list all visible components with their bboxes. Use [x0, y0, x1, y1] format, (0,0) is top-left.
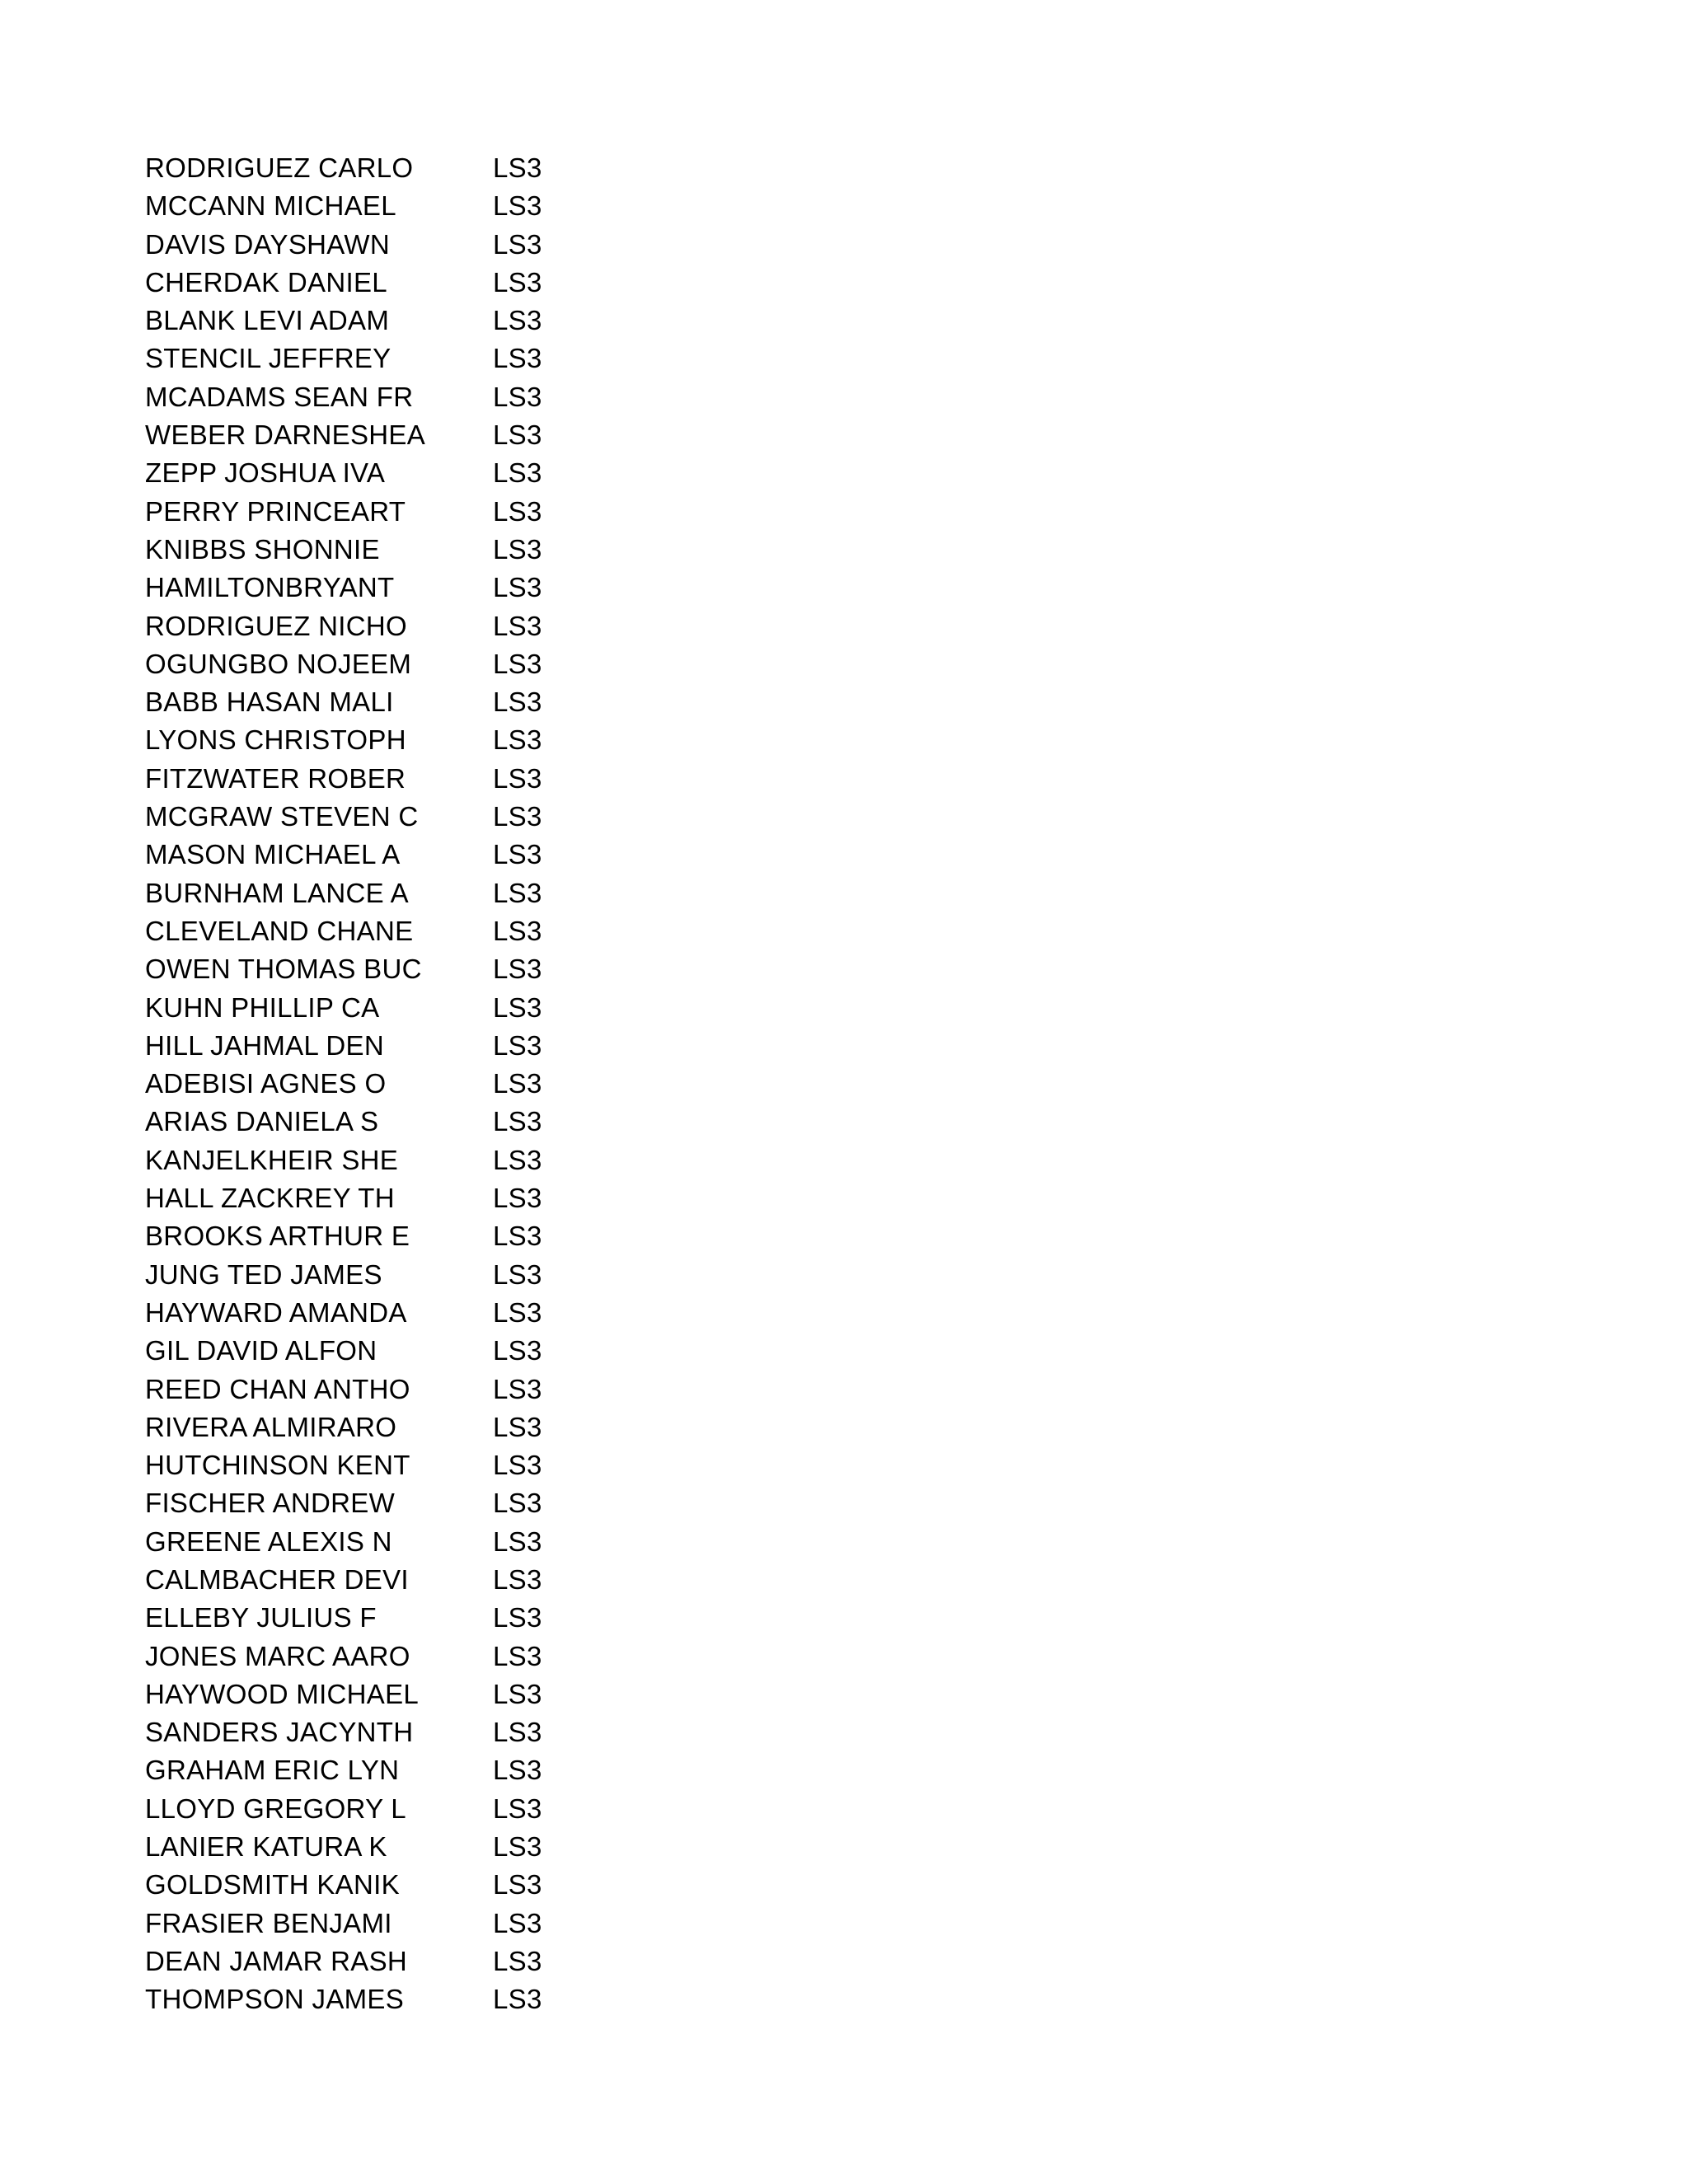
roster-row	[145, 1484, 722, 1522]
roster-name: BURNHAM LANCE A	[145, 877, 409, 908]
roster-name: HILL JAHMAL DEN	[145, 1029, 384, 1061]
roster-code: LS3	[493, 266, 542, 298]
roster-name: HAYWARD AMANDA	[145, 1296, 407, 1328]
roster-code: LS3	[493, 1183, 542, 1214]
roster-code: LS3	[493, 1221, 542, 1252]
roster-row	[145, 302, 722, 340]
roster-row	[145, 1294, 722, 1332]
roster-code: LS3	[493, 228, 542, 260]
roster-code: LS3	[493, 1907, 542, 1938]
roster-row	[145, 1561, 722, 1599]
roster-name: FITZWATER ROBER	[145, 762, 406, 794]
roster-name: BLANK LEVI ADAM	[145, 305, 390, 336]
roster-name: HUTCHINSON KENT	[145, 1450, 410, 1481]
roster-row	[145, 1675, 722, 1713]
roster-name: DAVIS DAYSHAWN	[145, 228, 390, 260]
roster-code: LS3	[493, 572, 542, 603]
roster-row	[145, 531, 722, 569]
roster-name: KUHN PHILLIP CA	[145, 991, 380, 1023]
roster-code: LS3	[493, 1563, 542, 1595]
roster-row	[145, 989, 722, 1027]
roster-code: LS3	[493, 1984, 542, 2015]
roster-row	[145, 950, 722, 988]
roster-row	[145, 1332, 722, 1370]
roster-row	[145, 1713, 722, 1751]
roster-code: LS3	[493, 801, 542, 832]
roster-row	[145, 1217, 722, 1255]
roster-code: LS3	[493, 762, 542, 794]
roster-row	[145, 226, 722, 264]
roster-code: LS3	[493, 724, 542, 756]
roster-row	[145, 1828, 722, 1866]
roster-row	[145, 760, 722, 798]
roster-row	[145, 340, 722, 377]
roster-code: LS3	[493, 877, 542, 908]
roster-row	[145, 378, 722, 416]
roster-name: GRAHAM ERIC LYN	[145, 1755, 400, 1786]
roster-name: MCCANN MICHAEL	[145, 190, 396, 222]
roster-row	[145, 1943, 722, 1980]
roster-code: LS3	[493, 419, 542, 451]
roster-name: CALMBACHER DEVI	[145, 1563, 409, 1595]
roster-name: MCADAMS SEAN FR	[145, 381, 414, 412]
roster-name: ARIAS DANIELA S	[145, 1106, 379, 1137]
roster-name: MASON MICHAEL A	[145, 839, 401, 870]
roster-row	[145, 264, 722, 302]
roster-code: LS3	[493, 1411, 542, 1442]
roster-name: LANIER KATURA K	[145, 1831, 387, 1863]
roster-name: DEAN JAMAR RASH	[145, 1945, 408, 1976]
roster-code: LS3	[493, 1640, 542, 1671]
roster-code: LS3	[493, 1755, 542, 1786]
roster-name: JONES MARC AARO	[145, 1640, 410, 1671]
roster-name: HALL ZACKREY TH	[145, 1183, 395, 1214]
roster-name: RIVERA ALMIRARO	[145, 1411, 397, 1442]
roster-name: GIL DAVID ALFON	[145, 1335, 377, 1366]
roster-name: HAYWOOD MICHAEL	[145, 1678, 420, 1709]
roster-name: OGUNGBO NOJEEM	[145, 648, 412, 679]
roster-row	[145, 1256, 722, 1294]
roster-name: WEBER DARNESHEA	[145, 419, 426, 451]
roster-name: THOMPSON JAMES	[145, 1984, 405, 2015]
roster-row	[145, 1408, 722, 1446]
roster-row	[145, 1141, 722, 1179]
roster-name: ADEBISI AGNES O	[145, 1068, 387, 1099]
roster-code: LS3	[493, 1068, 542, 1099]
roster-name: BROOKS ARTHUR E	[145, 1221, 410, 1252]
roster-row	[145, 416, 722, 454]
roster-row	[145, 1790, 722, 1828]
roster-code: LS3	[493, 190, 542, 222]
roster-code: LS3	[493, 305, 542, 336]
roster-code: LS3	[493, 991, 542, 1023]
roster-code: LS3	[493, 1258, 542, 1290]
roster-code: LS3	[493, 457, 542, 489]
roster-code: LS3	[493, 687, 542, 718]
roster-name: FRASIER BENJAMI	[145, 1907, 392, 1938]
roster-row	[145, 1866, 722, 1904]
roster-name: KANJELKHEIR SHE	[145, 1144, 399, 1175]
roster-row	[145, 683, 722, 721]
roster-code: LS3	[493, 1106, 542, 1137]
roster-code: LS3	[493, 1945, 542, 1976]
roster-name: MCGRAW STEVEN C	[145, 801, 419, 832]
roster-code: LS3	[493, 1450, 542, 1481]
roster-name: ELLEBY JULIUS F	[145, 1602, 377, 1633]
roster-row	[145, 1905, 722, 1943]
roster-name: JUNG TED JAMES	[145, 1258, 382, 1290]
roster-row	[145, 149, 722, 187]
roster-name: BABB HASAN MALI	[145, 687, 394, 718]
roster-row	[145, 721, 722, 759]
roster-row	[145, 1103, 722, 1141]
roster-code: LS3	[493, 1678, 542, 1709]
roster-row	[145, 1446, 722, 1484]
roster-name: STENCIL JEFFREY	[145, 343, 392, 374]
roster-name: RODRIGUEZ NICHO	[145, 610, 407, 641]
roster-code: LS3	[493, 1526, 542, 1557]
roster-code: LS3	[493, 1869, 542, 1900]
roster-code: LS3	[493, 495, 542, 527]
roster-code: LS3	[493, 915, 542, 946]
roster-row	[145, 1065, 722, 1103]
roster-row	[145, 798, 722, 836]
roster-code: LS3	[493, 610, 542, 641]
roster-name: PERRY PRINCEART	[145, 495, 406, 527]
roster-row	[145, 1179, 722, 1217]
roster-code: LS3	[493, 1793, 542, 1824]
roster-name: GREENE ALEXIS N	[145, 1526, 392, 1557]
roster-row	[145, 1371, 722, 1408]
roster-code: LS3	[493, 343, 542, 374]
roster-code: LS3	[493, 533, 542, 565]
roster-name: CLEVELAND CHANE	[145, 915, 414, 946]
roster-list	[145, 149, 722, 2019]
roster-name: CHERDAK DANIEL	[145, 266, 387, 298]
roster-row	[145, 187, 722, 225]
roster-row	[145, 1027, 722, 1065]
roster-name: RODRIGUEZ CARLO	[145, 152, 414, 183]
roster-row	[145, 1980, 722, 2018]
roster-name: SANDERS JACYNTH	[145, 1717, 414, 1748]
roster-code: LS3	[493, 1373, 542, 1404]
roster-name: REED CHAN ANTHO	[145, 1373, 410, 1404]
roster-code: LS3	[493, 1488, 542, 1519]
roster-row	[145, 1751, 722, 1789]
roster-name: FISCHER ANDREW	[145, 1488, 396, 1519]
roster-row	[145, 836, 722, 874]
roster-name: KNIBBS SHONNIE	[145, 533, 380, 565]
roster-name: GOLDSMITH KANIK	[145, 1869, 400, 1900]
roster-code: LS3	[493, 954, 542, 985]
roster-code: LS3	[493, 152, 542, 183]
roster-code: LS3	[493, 1717, 542, 1748]
roster-name: OWEN THOMAS BUC	[145, 954, 422, 985]
roster-row	[145, 912, 722, 950]
roster-row	[145, 569, 722, 607]
roster-row	[145, 874, 722, 912]
roster-code: LS3	[493, 1029, 542, 1061]
roster-row	[145, 1638, 722, 1675]
roster-row	[145, 1599, 722, 1637]
roster-name: LYONS CHRISTOPH	[145, 724, 406, 756]
roster-row	[145, 1523, 722, 1561]
roster-name: LLOYD GREGORY L	[145, 1793, 406, 1824]
roster-name: ZEPP JOSHUA IVA	[145, 457, 386, 489]
roster-code: LS3	[493, 648, 542, 679]
roster-row	[145, 645, 722, 683]
roster-row	[145, 607, 722, 645]
roster-row	[145, 493, 722, 531]
roster-name: HAMILTONBRYANT	[145, 572, 395, 603]
roster-code: LS3	[493, 1335, 542, 1366]
roster-code: LS3	[493, 1296, 542, 1328]
roster-code: LS3	[493, 1831, 542, 1863]
roster-row	[145, 454, 722, 492]
roster-code: LS3	[493, 381, 542, 412]
roster-code: LS3	[493, 839, 542, 870]
roster-code: LS3	[493, 1144, 542, 1175]
roster-code: LS3	[493, 1602, 542, 1633]
